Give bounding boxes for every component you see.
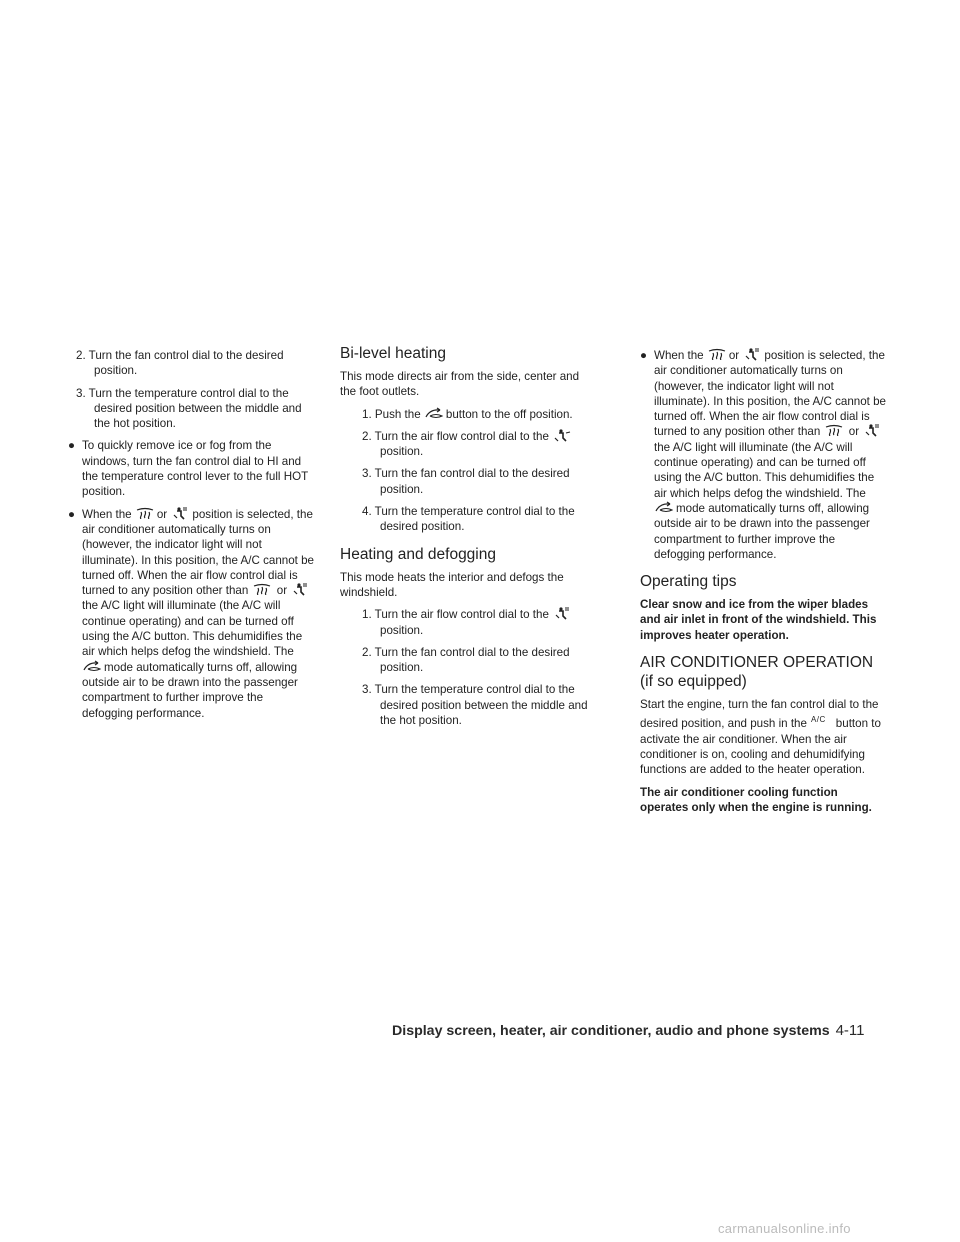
bi-level-step-2 — [340, 429, 588, 460]
bullet-defrost-ac — [68, 507, 316, 721]
windshield-defrost-icon — [135, 507, 157, 519]
air-recirculation-icon — [654, 501, 676, 513]
text-fragment: button to activate the air conditioner. When the air conditioner is on, cooling and dehumidifying functions are added to the heater operation. — [640, 717, 881, 777]
footer-section-title: Display screen, heater, air conditioner, audio and phone systems — [392, 1023, 830, 1039]
page-number: 4-11 — [835, 1022, 865, 1039]
text-fragment: When the — [654, 349, 704, 362]
bullet-dot: ● — [640, 349, 648, 362]
operating-tips-text: Clear snow and ice from the wiper blades and air inlet in front of the windshield. This improves heater operation. — [640, 598, 877, 642]
step-2-fan: 2. Turn the fan control dial to the desired position. — [76, 349, 284, 378]
text-fragment: the A/C light will illuminate (the A/C will continue operating) and can be turned off using the A/C button. This dehumidifies the air which helps defog the windshield. The — [654, 440, 875, 500]
windshield-defrost-icon — [707, 348, 729, 360]
text-fragment: 1. Push the — [362, 407, 421, 421]
text-fragment: When the — [82, 507, 132, 521]
text-fragment: position. — [380, 623, 424, 637]
text-fragment: or — [276, 584, 288, 598]
text-fragment: Start the engine, turn the fan control dial to the desired position, and push in the — [640, 698, 879, 731]
heading-air-conditioner-operation: AIR CONDITIONER OPERATION (if so equipped) — [640, 654, 874, 691]
step-3-temperature: 3. Turn the temperature control dial to the desired position between the middle and the hot position. — [76, 386, 302, 431]
windshield-defrost-icon — [252, 583, 274, 595]
heading-operating-tips: Operating tips — [640, 573, 737, 591]
heating-defogging-intro: This mode heats the interior and defogs the windshield. — [340, 570, 564, 599]
watermark: carmanualsonline.info — [718, 1221, 851, 1236]
text-fragment: position. — [380, 445, 424, 459]
bi-level-step-4: 4. Turn the temperature control dial to the desired position. — [362, 505, 575, 534]
text-fragment: 1. Turn the air flow control dial to the — [362, 608, 549, 622]
text-fragment: or — [848, 425, 860, 439]
text-fragment: button to the off position. — [445, 407, 573, 421]
ac-button-symbol: A/C — [810, 715, 826, 725]
column-middle — [340, 342, 588, 735]
air-recirculation-icon — [424, 407, 446, 419]
floor-defrost-icon — [862, 424, 884, 436]
ac-operation-note: The air conditioner cooling function operates only when the engine is running. — [640, 785, 872, 814]
text-fragment: mode automatically turns off, allowing outside air to be drawn into the passenger compartment to further improve the defogging performance. — [654, 501, 870, 561]
floor-defrost-icon — [170, 507, 192, 519]
text-fragment: mode automatically turns off, allowing outside air to be drawn into the passenger compartment to further improve the defogging performance. — [82, 660, 298, 720]
heading-heating-and-defogging: Heating and defogging — [340, 545, 496, 563]
column-right — [640, 348, 888, 822]
windshield-defrost-icon — [824, 424, 846, 436]
text-fragment: 2. Turn the air flow control dial to the — [362, 429, 549, 443]
text-fragment: or — [728, 349, 740, 362]
bullet-defrost-ac-right — [640, 348, 888, 562]
floor-defrost-icon — [552, 607, 574, 619]
heating-defogging-step-3: 3. Turn the temperature control dial to the desired position between the middle and the hot position. — [362, 683, 588, 728]
bullet-quick-defrost — [68, 438, 316, 499]
bi-level-icon — [552, 429, 574, 441]
bi-level-intro: This mode directs air from the side, center and the foot outlets. — [340, 370, 580, 399]
heating-defogging-step-2: 2. Turn the fan control dial to the desired position. — [362, 645, 570, 675]
bullet-dot: ● — [68, 507, 76, 521]
heading-bi-level-heating: Bi-level heating — [340, 345, 446, 362]
column-left — [68, 348, 316, 728]
text-fragment: the A/C light will illuminate (the A/C will continue operating) and can be turned off using the A/C button. This dehumidifies the air which helps defog the windshield. The — [82, 599, 303, 659]
floor-defrost-icon — [290, 583, 312, 595]
bullet-quick-defrost-text: To quickly remove ice or fog from the windows, turn the fan control dial to HI and the temperature control lever to the full HOT position. — [82, 439, 308, 499]
heating-defogging-step-1 — [340, 607, 588, 638]
text-fragment: position is selected, the air conditioner automatically turns on (however, the indicator light will not illuminate). In this position, the A/C cannot be turned off. When the air flow control dial is turned to any position other than — [654, 349, 887, 439]
floor-defrost-icon — [742, 348, 764, 360]
air-recirculation-icon — [82, 660, 104, 672]
page-footer — [392, 1023, 912, 1039]
bi-level-step-1 — [340, 407, 588, 422]
bullet-dot: ● — [68, 439, 76, 453]
bi-level-step-3: 3. Turn the fan control dial to the desired position. — [362, 467, 570, 496]
ac-operation-text — [640, 697, 888, 777]
text-fragment: position is selected, the air conditioner automatically turns on (however, the indicator light will not illuminate). In this position, the A/C cannot be turned off. When the air flow control dial is turned to any position other than — [82, 507, 315, 598]
text-fragment: or — [156, 507, 168, 521]
